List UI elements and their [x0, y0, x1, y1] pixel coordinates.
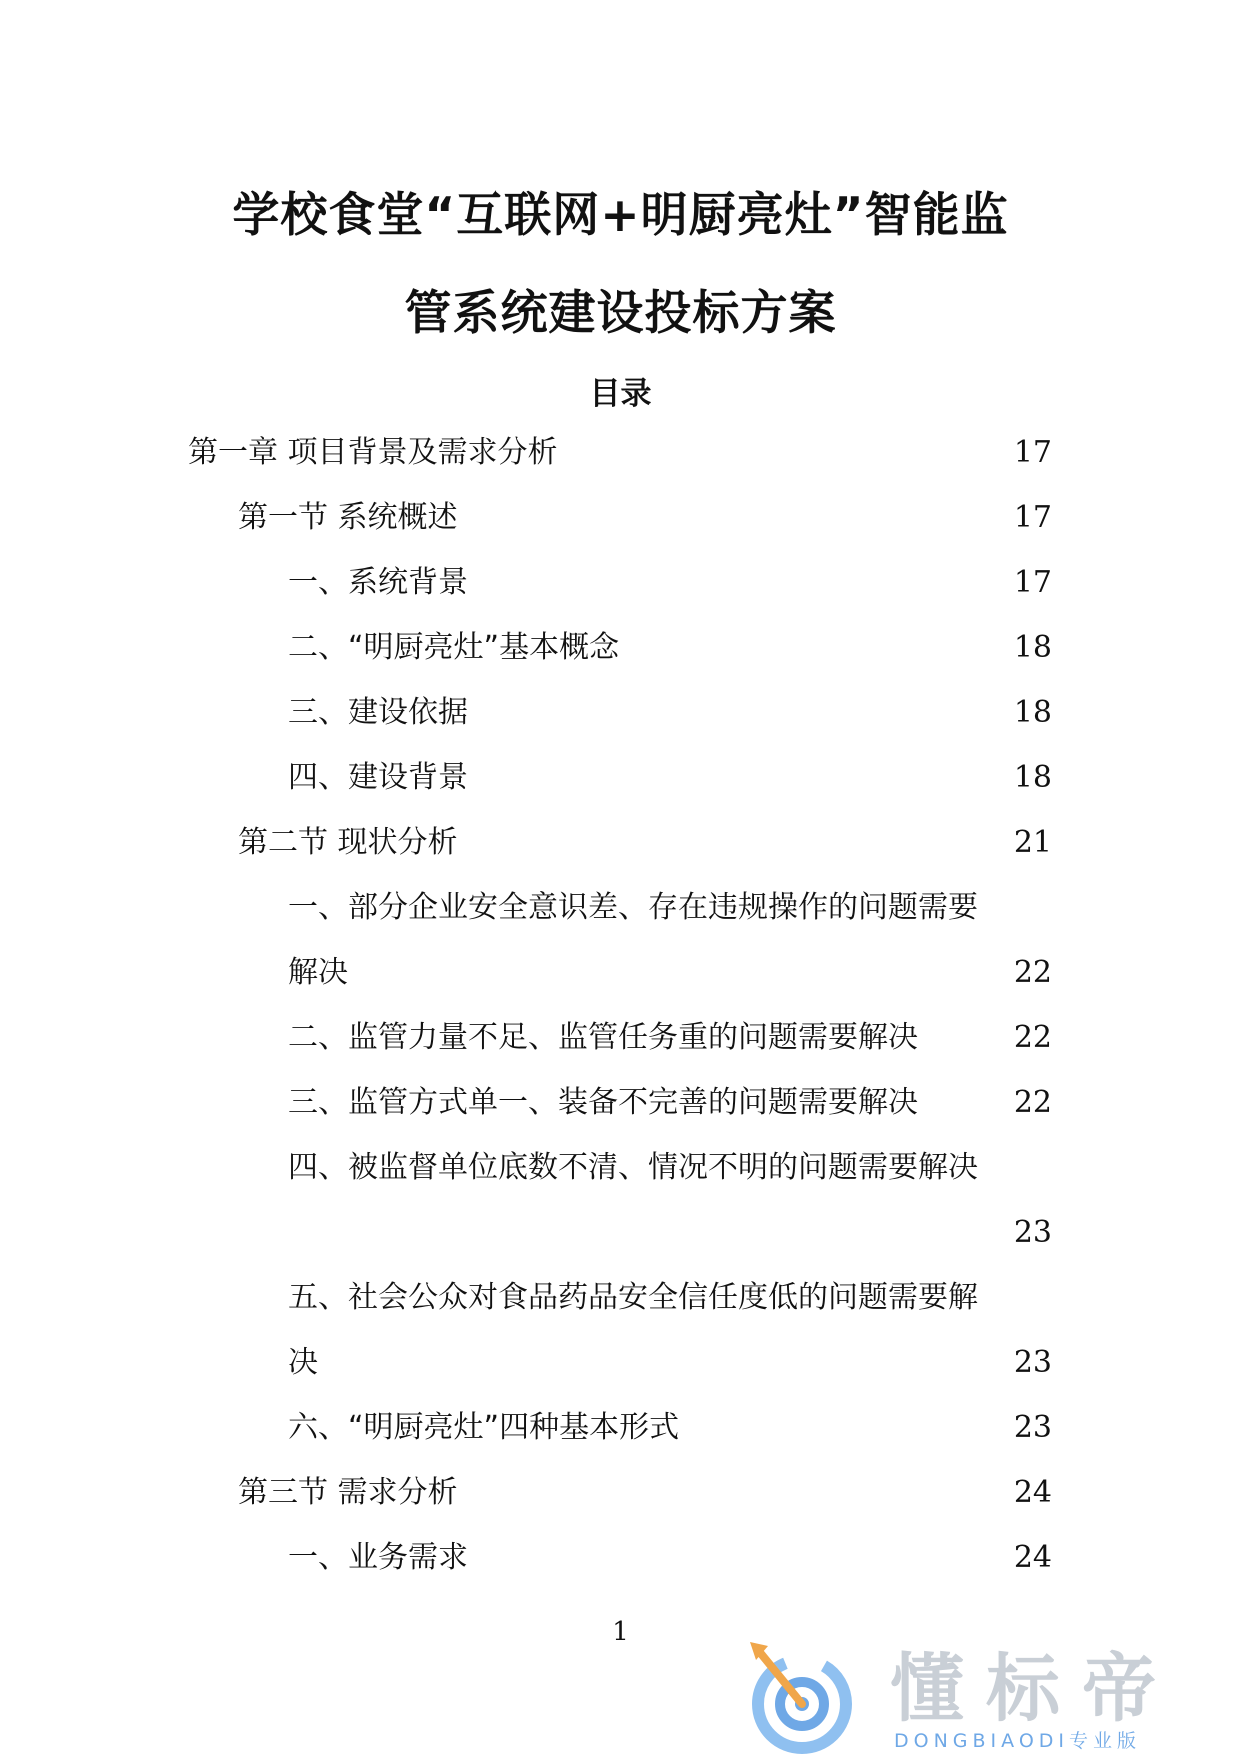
- toc-entry-section-1[interactable]: 第一节 系统概述: [238, 500, 458, 535]
- toc-page-number: 23: [1013, 1345, 1052, 1380]
- toc-page-number: 18: [1013, 760, 1052, 795]
- toc-page-number: 24: [1013, 1475, 1052, 1510]
- toc-entry-item[interactable]: 三、监管方式单一、装备不完善的问题需要解决: [288, 1085, 918, 1120]
- toc-entry-item[interactable]: 五、社会公众对食品药品安全信任度低的问题需要解: [288, 1280, 978, 1315]
- toc-entry-item[interactable]: 三、建设依据: [288, 695, 468, 730]
- toc-page-number: 23: [1013, 1410, 1052, 1445]
- toc-entry-item[interactable]: 一、系统背景: [288, 565, 468, 600]
- toc-page-number: 18: [1013, 695, 1052, 730]
- page-number: 1: [612, 1617, 629, 1647]
- watermark-logo-text: 懂标帝: [890, 1646, 1178, 1732]
- toc-entry-chapter-1[interactable]: 第一章 项目背景及需求分析: [188, 435, 558, 470]
- toc-entry-item-continued[interactable]: 决: [288, 1345, 318, 1380]
- toc-page-number: 17: [1013, 500, 1052, 535]
- toc-entry-item[interactable]: 四、建设背景: [288, 760, 468, 795]
- toc-page-number: 18: [1013, 630, 1052, 665]
- toc-entry-item[interactable]: 六、“明厨亮灶”四种基本形式: [288, 1410, 680, 1445]
- toc-entry-section-3[interactable]: 第三节 需求分析: [238, 1475, 458, 1510]
- toc-heading: 目录: [589, 376, 652, 412]
- toc-page-number: 21: [1013, 825, 1052, 860]
- toc-page-number: 24: [1013, 1540, 1052, 1575]
- watermark-logo: [740, 1630, 1240, 1754]
- toc-page-number: 17: [1013, 565, 1052, 600]
- toc-page-number: 22: [1013, 1085, 1052, 1120]
- watermark-sub-text: DONGBIAODI专业版: [894, 1730, 1142, 1752]
- target-arrow-icon: [740, 1630, 890, 1754]
- toc-page-number: 22: [1013, 955, 1052, 990]
- toc-page-number: 23: [1013, 1215, 1052, 1250]
- toc-entry-item[interactable]: 一、部分企业安全意识差、存在违规操作的问题需要: [288, 890, 978, 925]
- toc-entry-section-2[interactable]: 第二节 现状分析: [238, 825, 458, 860]
- toc-entry-item[interactable]: 一、业务需求: [288, 1540, 468, 1575]
- toc-entry-item[interactable]: 四、被监督单位底数不清、情况不明的问题需要解决: [288, 1150, 978, 1185]
- toc-entry-item[interactable]: 二、“明厨亮灶”基本概念: [288, 630, 620, 665]
- toc-entry-item[interactable]: 二、监管力量不足、监管任务重的问题需要解决: [288, 1020, 918, 1055]
- toc-entry-item-continued[interactable]: 解决: [288, 955, 348, 990]
- toc-page-number: 17: [1013, 435, 1052, 470]
- toc-page-number: 22: [1013, 1020, 1052, 1055]
- document-title-line-1: 学校食堂“互联网+明厨亮灶”智能监: [232, 188, 1009, 243]
- document-title-line-2: 管系统建设投标方案: [404, 286, 837, 341]
